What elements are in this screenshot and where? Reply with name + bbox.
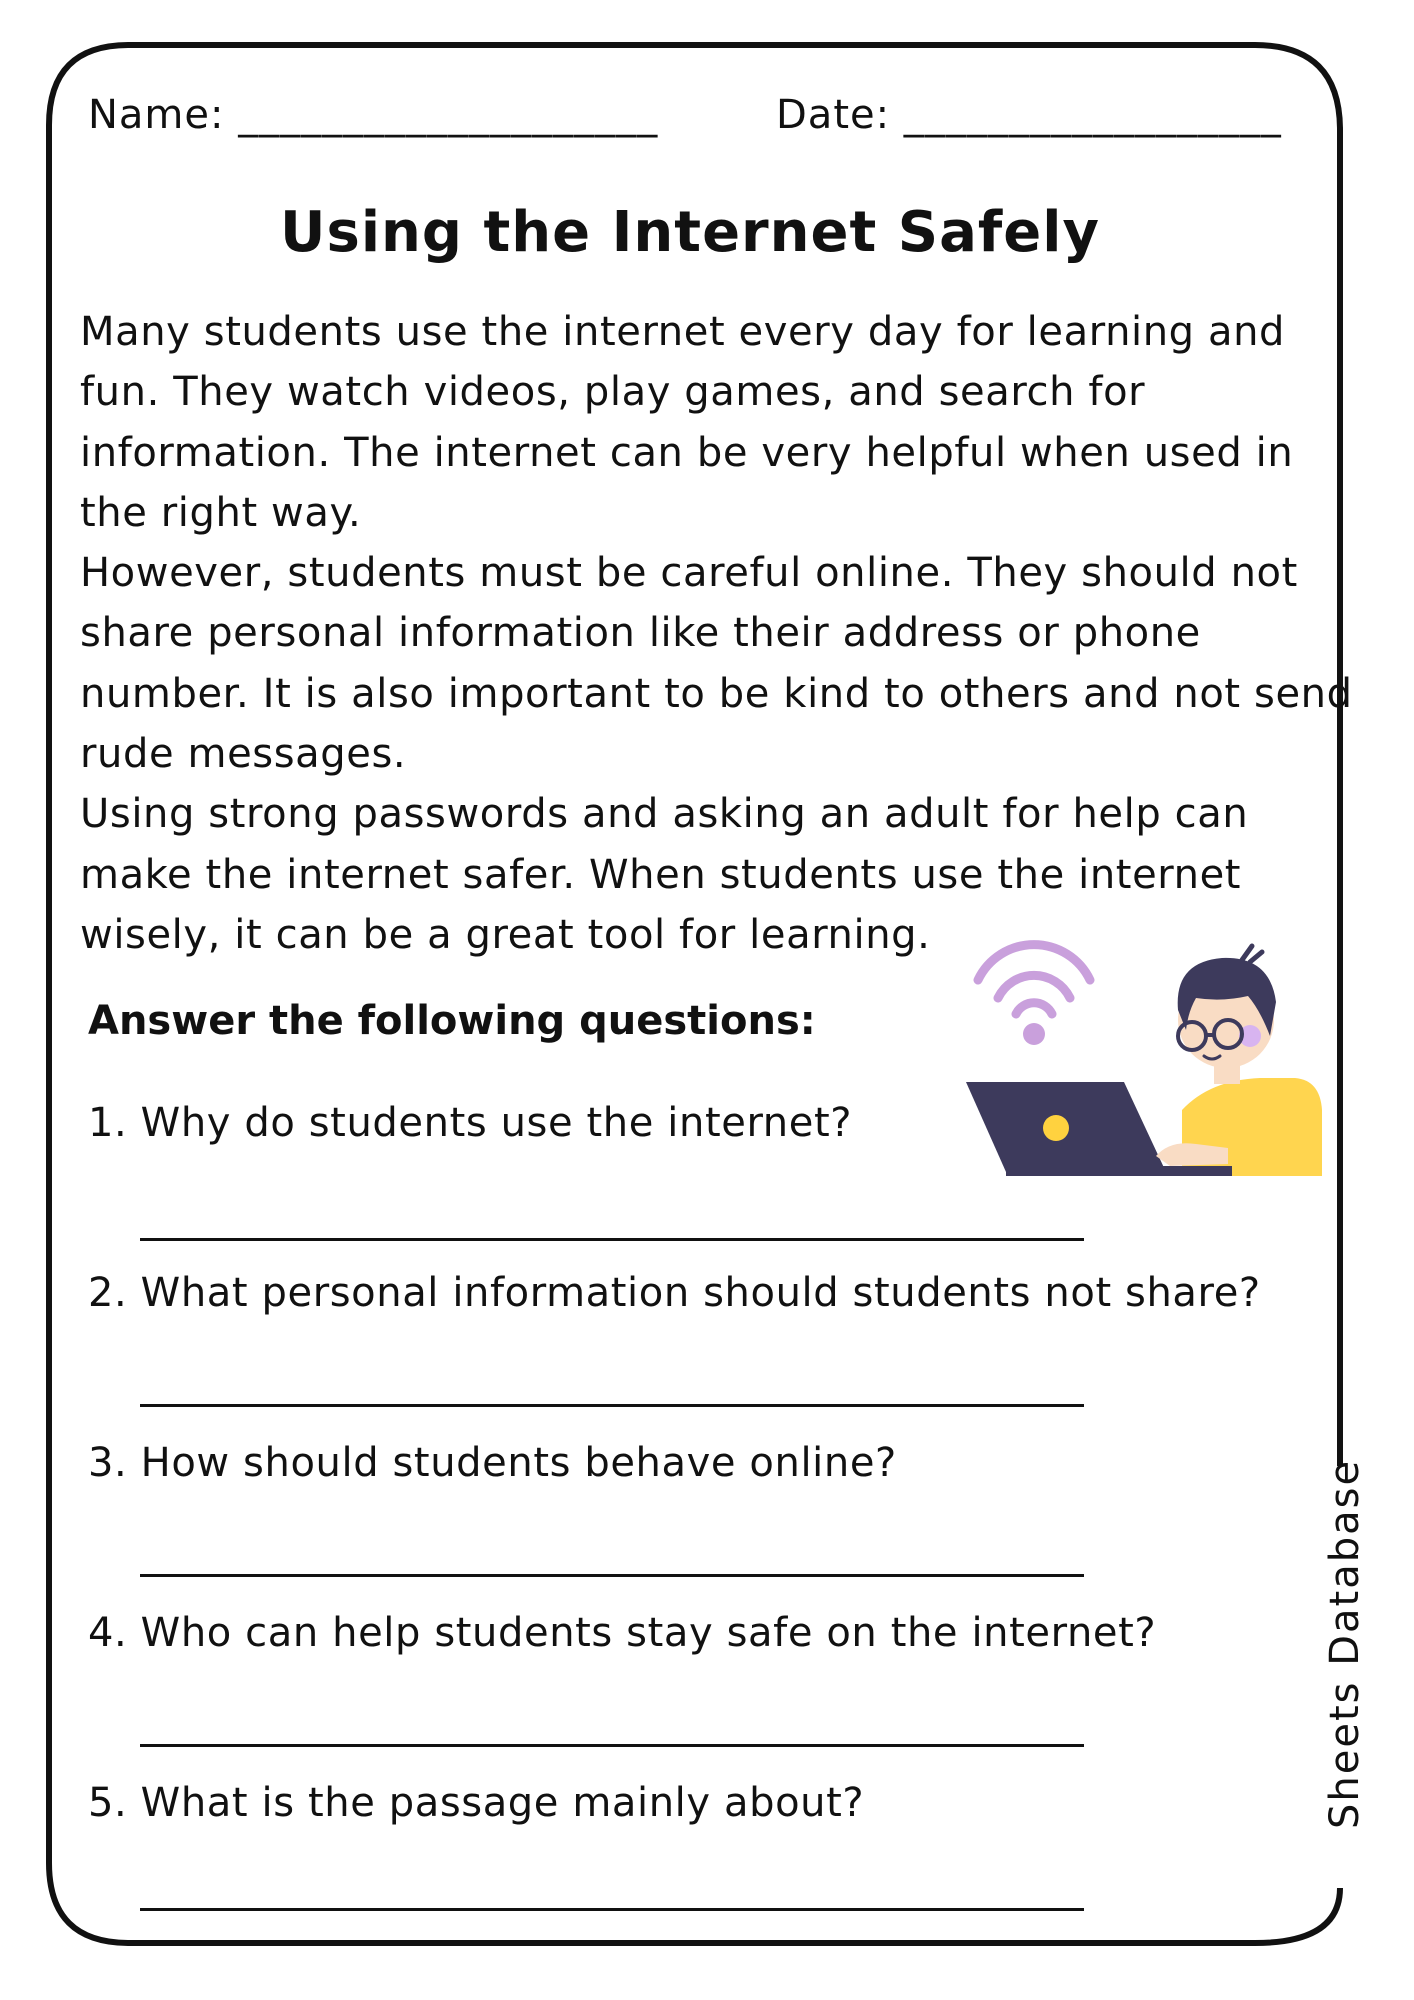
passage-paragraph-1: Many students use the internet every day for learning and fun. They watch videos, play games, and search for information. The internet can be very helpful when used in the right way. — [80, 309, 1294, 536]
answer-line-3 — [140, 1574, 1084, 1577]
question-3: 3. How should students behave online? — [88, 1440, 897, 1486]
child-using-laptop-illustration — [960, 940, 1340, 1184]
question-2: 2. What personal information should students not share? — [88, 1270, 1261, 1316]
reading-passage — [80, 302, 1370, 965]
wifi-icon — [978, 945, 1090, 1045]
answer-line-5 — [140, 1908, 1084, 1911]
page-title: Using the Internet Safely — [280, 200, 1100, 265]
questions-heading: Answer the following questions: — [88, 998, 816, 1044]
answer-line-1 — [140, 1238, 1084, 1241]
answer-line-2 — [140, 1404, 1084, 1407]
question-1: 1. Why do students use the internet? — [88, 1100, 853, 1146]
name-field-label: Name: ____________________ — [88, 92, 659, 138]
watermark-text: Sheets Database — [1322, 1458, 1368, 1829]
question-4: 4. Who can help students stay safe on the internet? — [88, 1610, 1157, 1656]
answer-line-4 — [140, 1744, 1084, 1747]
question-5: 5. What is the passage mainly about? — [88, 1780, 865, 1826]
passage-paragraph-2: However, students must be careful online. They should not share personal information like their address or phone number. It is also important to be kind to others and not send rude messages. — [80, 550, 1353, 778]
passage-paragraph-3: Using strong passwords and asking an adult for help can make the internet safer. When students use the internet wisely, it can be a great tool for learning. — [80, 791, 1249, 958]
date-field-label: Date: __________________ — [776, 92, 1282, 138]
